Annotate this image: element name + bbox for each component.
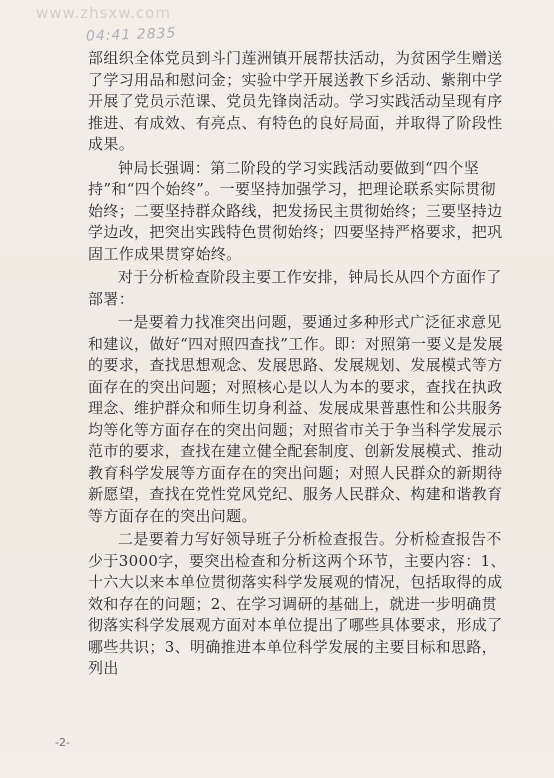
document-body — [88, 48, 506, 680]
paragraph-4: 一是要着力找准突出问题，要通过多种形式广泛征求意见和建议，做好“四对照四查找”工作。即：对照第一要义是发展的要求，查找思想观念、发展思路、发展规划、发展模式等方面存在的突出问题；对照核心是以人为本的要求，查找在执政理念、维护群众和师生切身利益、发展成果普惠性和公共服务均等化等方面存在的突出问题；对照省市关于争当科学发展示范市的要求，查找在建立健全配套制度、创新发展模式、推动教育科学发展等方面存在的突出问题；对照人民群众的新期待新愿望，查找在党性党风党纪、服务人民群众、构建和谐教育等方面存在的突出问题。 — [88, 313, 504, 525]
paragraph-2: 钟局长强调：第二阶段的学习实践活动要做到“四个坚持”和“四个始终”。一要坚持加强学习，把理论联系实际贯彻始终；二要坚持群众路线，把发扬民主贯彻始终；三要坚持边学边改，把突出实践特色贯彻始终；四要坚持严格要求，把巩固工作成果贯穿始终。 — [88, 158, 503, 263]
paragraph-3: 对于分析检查阶段主要工作安排，钟局长从四个方面作了部署： — [88, 268, 502, 308]
paragraph-1: 部组织全体党员到斗门莲洲镇开展帮扶活动，为贫困学生赠送了学习用品和慰问金；实验中学开展送教下乡活动、紫荆中学开展了党员示范课、党员先锋岗活动。学习实践活动呈现有序推进、有成效、有亮点、有特色的良好局面，并取得了阶段性成果。 — [88, 49, 503, 153]
watermark: www.zhsxw.com — [36, 4, 171, 22]
page-number: -2- — [55, 736, 70, 749]
handwritten-note: 04:41 2835 — [85, 25, 177, 45]
paragraph-5: 二是要着力写好领导班子分析检查报告。分析检查报告不少于3000字，要突出检查和分析这两个环节，主要内容：1、十六大以来本单位贯彻落实科学发展观的情况，包括取得的成效和存在的问题；2、在学习调研的基础上，就进一步明确贯彻落实科学发展观方面对本单位提出了哪些具体要求，形成了哪些共识；3、明确推进本单位科学发展的主要目标和思路，列出 — [88, 530, 506, 677]
